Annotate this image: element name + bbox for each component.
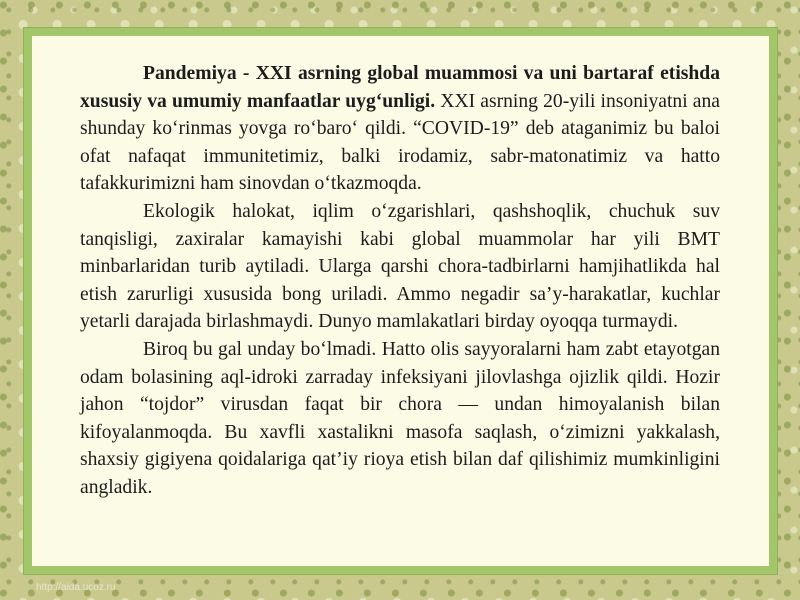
paragraph-1	[80, 60, 720, 198]
slide-text-block	[80, 60, 720, 502]
paragraph-2: Ekologik halokat, iqlim o‘zgarishlari, qashshoqlik, chuchuk suv tanqisligi, zaxiralar kamayishi kabi global muammolar har yili BMT minbarlaridan turib aytiladi. Ularga qarshi chora-tadbirlarni hamjihatlikda hal etish zarurligi xususida bong uriladi. Ammo negadir sa’y-harakatlar, kuchlar yetarli darajada birlashmaydi. Dunyo mamlakatlari birday oyoqqa turmaydi.	[80, 200, 720, 333]
paragraph-1-body: XXI asrning 20-yili insoniyatni ana shunday ko‘rinmas yovga ro‘baro‘ qildi. “COVID-19” deb ataganimiz bu baloi ofat nafaqat immunitetimiz, balki irodamiz, sabr-matonatimiz va hatto tafakkurimizni ham sinovdan o‘tkazmoqda.	[80, 90, 720, 195]
paragraph-3: Biroq bu gal unday bo‘lmadi. Hatto olis sayyoralarni ham zabt etayotgan odam bolasining aql-idroki zarraday infeksiyani jilovlashga ojizlik qildi. Hozir jahon “tojdor” virusdan faqat bir chora — undan himoyalanish bilan kifoyalanmoqda. Bu xavfli xastalikni masofa saqlash, o‘zimizni yakkalash, shaxsiy gigiyena qoidalariga qat’iy rioya etish bilan daf qilishimiz mumkinligini angladik.	[80, 338, 720, 498]
watermark-url: http://aida.ucoz.ru	[36, 582, 116, 593]
paragraph-1-heading: Pandemiya - XXI asrning global muammosi va uni bartaraf etishda xususiy va umumiy manfaatlar uyg‘unligi.	[80, 63, 720, 112]
